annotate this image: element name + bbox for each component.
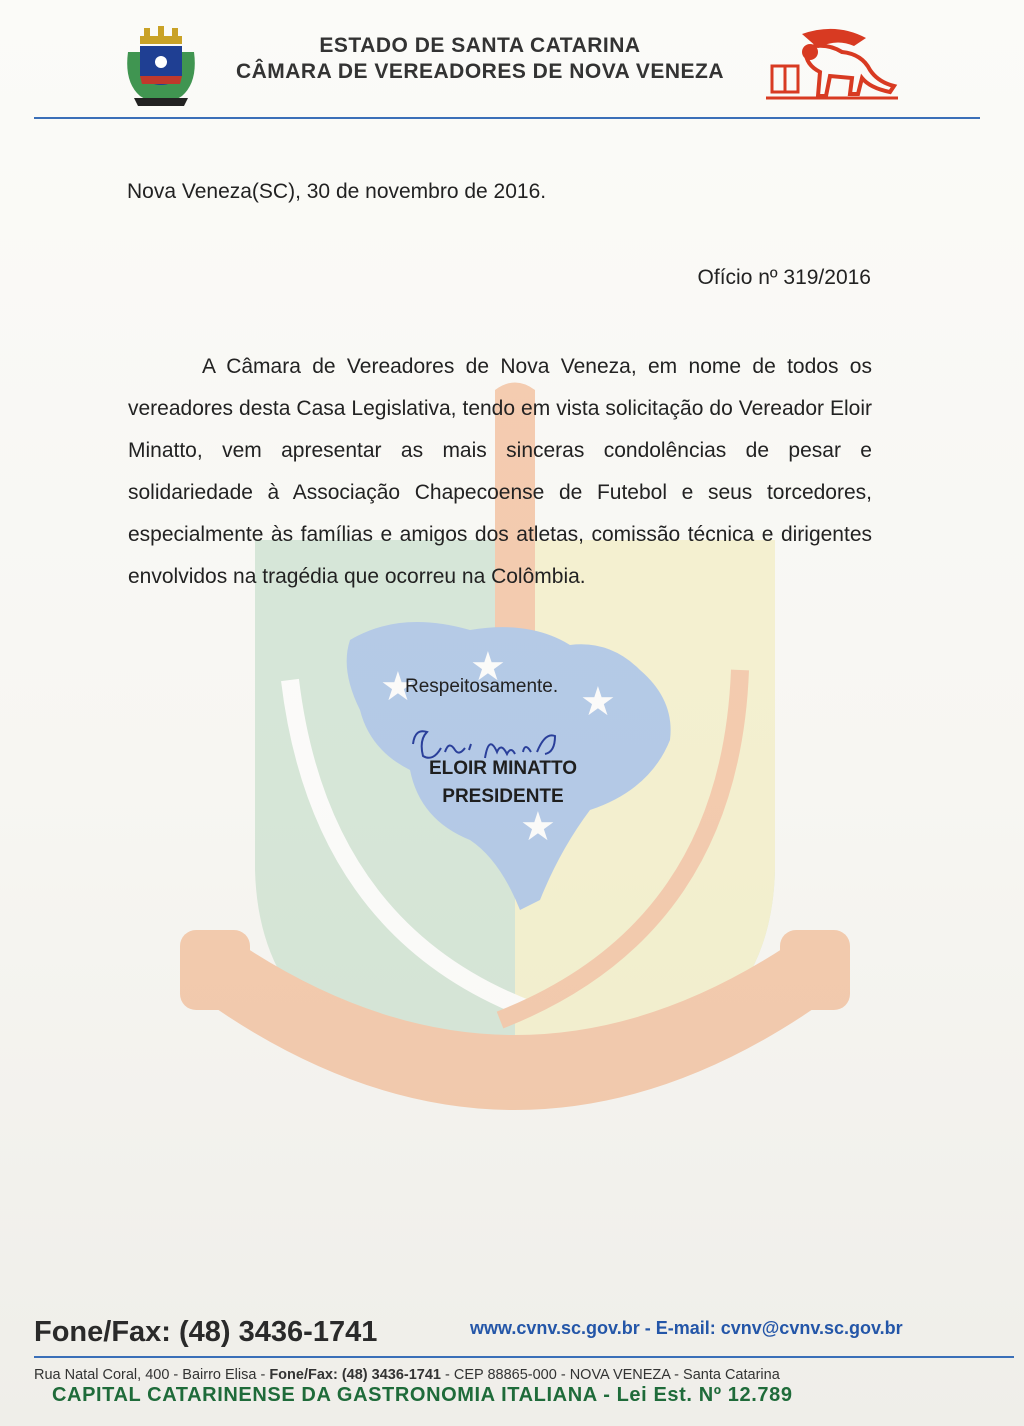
address-street: Rua Natal Coral, 400 - Bairro Elisa -: [34, 1367, 270, 1383]
signer-name: ELOIR MINATTO: [428, 758, 578, 779]
footer-phone: Fone/Fax: (48) 3436-1741: [34, 1316, 378, 1348]
svg-text:★: ★: [470, 645, 506, 689]
oficio-number: Ofício nº 319/2016: [697, 266, 871, 289]
footer-divider: [34, 1356, 1014, 1358]
header-chamber: CÂMARA DE VEREADORES DE NOVA VENEZA: [235, 60, 725, 83]
svg-text:★: ★: [380, 665, 416, 709]
letter-closing: Respeitosamente.: [405, 676, 559, 697]
header-divider: [34, 117, 980, 119]
municipal-crest-icon: [120, 22, 202, 108]
address-cep-city: - CEP 88865-000 - NOVA VENEZA - Santa Catarina: [441, 1367, 780, 1383]
footer-slogan: CAPITAL CATARINENSE DA GASTRONOMIA ITALIANA - Lei Est. Nº 12.789: [52, 1384, 793, 1406]
svg-text:★: ★: [520, 805, 556, 849]
address-phone: Fone/Fax: (48) 3436-1741: [269, 1367, 441, 1383]
letter-body: A Câmara de Vereadores de Nova Veneza, em nome de todos os vereadores desta Casa Legislativa, tendo em vista solicitação do Vereador Eloir Minatto, vem apresentar as mais sinceras condolências de pesar e solidariedade à Associação Chapecoense de Futebol e seus torcedores, especialmente às famílias e amigos dos atletas, comissão técnica e dirigentes envolvidos na tragédia que ocorreu na Colômbia.: [128, 355, 872, 588]
winged-lion-icon: [766, 24, 902, 104]
svg-text:★: ★: [580, 680, 616, 724]
signer-role: PRESIDENTE: [442, 786, 564, 807]
footer-address: [34, 1367, 780, 1383]
header-state: ESTADO DE SANTA CATARINA: [319, 34, 641, 57]
footer-web-email[interactable]: www.cvnv.sc.gov.br - E-mail: cvnv@cvnv.sc.gov.br: [470, 1318, 903, 1338]
letter-date: Nova Veneza(SC), 30 de novembro de 2016.: [127, 180, 547, 203]
